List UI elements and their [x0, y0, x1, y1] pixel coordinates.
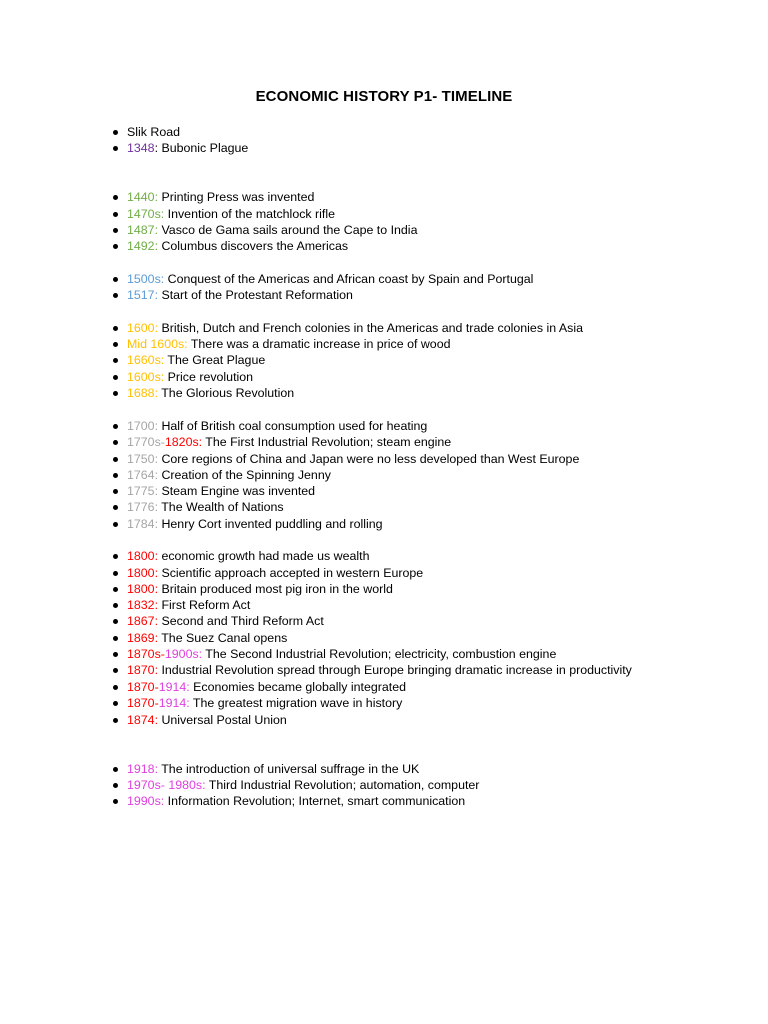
timeline-item [127, 385, 294, 401]
timeline-item [127, 646, 556, 662]
timeline-item [127, 712, 287, 728]
timeline-date: 1900s: [164, 647, 203, 661]
bullet-icon [113, 636, 118, 641]
timeline-date: 1700: [127, 419, 159, 433]
bullet-icon [113, 505, 118, 510]
page-title: ECONOMIC HISTORY P1- TIMELINE [255, 88, 513, 105]
bullet-icon [113, 652, 118, 657]
bullet-icon [113, 701, 118, 706]
timeline-date: 1800: [127, 566, 159, 580]
timeline-event-text: Conquest of the Americas and African coast by Spain and Portugal [164, 272, 534, 286]
timeline-event-text: The Great Plague [164, 353, 266, 367]
timeline-date: 1660s: [127, 353, 165, 367]
timeline-date: 1914: [158, 680, 190, 694]
timeline-date: 1918: [127, 762, 159, 776]
timeline-item [127, 548, 369, 564]
timeline-event-text: Steam Engine was invented [158, 484, 316, 498]
timeline-date: 1784: [127, 517, 159, 531]
timeline-date: 1874: [127, 713, 159, 727]
timeline-event-text: Britain produced most pig iron in the world [158, 582, 393, 596]
timeline-item [127, 777, 479, 793]
timeline-item [127, 695, 402, 711]
bullet-icon [113, 212, 118, 217]
timeline-item [127, 597, 250, 613]
timeline-item [127, 451, 579, 467]
timeline-date: 1776: [127, 500, 159, 514]
timeline-date: 1914: [158, 696, 190, 710]
timeline-event-text: Henry Cort invented puddling and rolling [158, 517, 383, 531]
timeline-event-text: The greatest migration wave in history [189, 696, 403, 710]
timeline-date: 1688: [127, 386, 159, 400]
timeline-event-text: Half of British coal consumption used for heating [158, 419, 428, 433]
timeline-item [127, 499, 284, 515]
timeline-item [127, 320, 583, 336]
timeline-date: 1440: [127, 190, 159, 204]
timeline-event-text: There was a dramatic increase in price of wood [187, 337, 451, 351]
bullet-icon [113, 440, 118, 445]
bullet-icon [113, 783, 118, 788]
timeline-item [127, 793, 465, 809]
timeline-event-text: The Suez Canal opens [158, 631, 288, 645]
timeline-item [127, 206, 335, 222]
timeline-item [127, 124, 180, 140]
bullet-icon [113, 391, 118, 396]
timeline-item [127, 630, 287, 646]
timeline-date: 1970s- 1980s: [127, 778, 206, 792]
timeline-date: 1869: [127, 631, 159, 645]
bullet-icon [113, 195, 118, 200]
timeline-item [127, 287, 353, 303]
bullet-icon [113, 326, 118, 331]
timeline-date: 1600s: [127, 370, 165, 384]
bullet-icon [113, 244, 118, 249]
timeline-item [127, 483, 315, 499]
timeline-date: 1348 [127, 141, 155, 155]
timeline-date: 1870- [127, 696, 159, 710]
timeline-event-text: Core regions of China and Japan were no less developed than West Europe [158, 452, 580, 466]
timeline-item [127, 434, 451, 450]
timeline-event-text: Industrial Revolution spread through Europe bringing dramatic increase in productivity [158, 663, 632, 677]
timeline-date: 1492: [127, 239, 159, 253]
bullet-icon [113, 457, 118, 462]
timeline-event-text: The Second Industrial Revolution; electricity, combustion engine [202, 647, 557, 661]
bullet-icon [113, 146, 118, 151]
bullet-icon [113, 293, 118, 298]
timeline-event-text: British, Dutch and French colonies in the Americas and trade colonies in Asia [158, 321, 583, 335]
timeline-date: 1870s- [127, 647, 165, 661]
timeline-event-text: Scientific approach accepted in western Europe [158, 566, 424, 580]
timeline-date: 1775: [127, 484, 159, 498]
bullet-icon [113, 473, 118, 478]
bullet-icon [113, 685, 118, 690]
bullet-icon [113, 130, 118, 135]
bullet-icon [113, 277, 118, 282]
timeline-item [127, 238, 348, 254]
timeline-item [127, 761, 419, 777]
timeline-date: 1770s- [127, 435, 165, 449]
timeline-date: 1487: [127, 223, 159, 237]
timeline-item [127, 467, 331, 483]
timeline-date: Mid 1600s: [127, 337, 188, 351]
bullet-icon [113, 587, 118, 592]
timeline-event-text: Slik Road [127, 125, 181, 139]
timeline-event-text: Price revolution [164, 370, 254, 384]
timeline-date: 1500s: [127, 272, 165, 286]
timeline-event-text: economic growth had made us wealth [158, 549, 370, 563]
bullet-icon [113, 799, 118, 804]
bullet-icon [113, 228, 118, 233]
timeline-date: 1832: [127, 598, 159, 612]
timeline-date: 1800: [127, 582, 159, 596]
timeline-item [127, 140, 248, 156]
bullet-icon [113, 424, 118, 429]
bullet-icon [113, 718, 118, 723]
timeline-date: 1820s: [164, 435, 203, 449]
timeline-date: 1470s: [127, 207, 165, 221]
timeline-item [127, 679, 406, 695]
bullet-icon [113, 489, 118, 494]
bullet-icon [113, 767, 118, 772]
timeline-date: 1867: [127, 614, 159, 628]
timeline-item [127, 565, 423, 581]
timeline-event-text: The Glorious Revolution [158, 386, 295, 400]
timeline-date: 1800: [127, 549, 159, 563]
timeline-event-text: : Bubonic Plague [154, 141, 249, 155]
timeline-event-text: Economies became globally integrated [189, 680, 406, 694]
timeline-date: 1990s: [127, 794, 165, 808]
timeline-event-text: The First Industrial Revolution; steam engine [202, 435, 452, 449]
bullet-icon [113, 554, 118, 559]
timeline-event-text: Start of the Protestant Reformation [158, 288, 353, 302]
timeline-date: 1870- [127, 680, 159, 694]
timeline-event-text: Vasco de Gama sails around the Cape to India [158, 223, 418, 237]
timeline-event-text: The Wealth of Nations [158, 500, 284, 514]
timeline-date: 1750: [127, 452, 159, 466]
bullet-icon [113, 375, 118, 380]
timeline-item [127, 516, 383, 532]
bullet-icon [113, 522, 118, 527]
timeline-date: 1870: [127, 663, 159, 677]
timeline-event-text: Information Revolution; Internet, smart communication [164, 794, 466, 808]
timeline-event-text: Universal Postal Union [158, 713, 287, 727]
bullet-icon [113, 603, 118, 608]
timeline-item [127, 613, 324, 629]
timeline-event-text: Invention of the matchlock rifle [164, 207, 336, 221]
bullet-icon [113, 342, 118, 347]
timeline-item [127, 352, 265, 368]
timeline-event-text: Second and Third Reform Act [158, 614, 324, 628]
timeline-event-text: Creation of the Spinning Jenny [158, 468, 331, 482]
timeline-event-text: First Reform Act [158, 598, 251, 612]
timeline-event-text: The introduction of universal suffrage in the UK [158, 762, 420, 776]
timeline-item [127, 369, 253, 385]
timeline-item [127, 189, 314, 205]
bullet-icon [113, 619, 118, 624]
timeline-item [127, 418, 427, 434]
bullet-icon [113, 571, 118, 576]
timeline-event-text: Printing Press was invented [158, 190, 315, 204]
timeline-item [127, 662, 632, 678]
timeline-item [127, 271, 533, 287]
timeline-date: 1764: [127, 468, 159, 482]
timeline-event-text: Third Industrial Revolution; automation, computer [205, 778, 480, 792]
timeline-event-text: Columbus discovers the Americas [158, 239, 349, 253]
bullet-icon [113, 358, 118, 363]
timeline-date: 1517: [127, 288, 159, 302]
timeline-date: 1600: [127, 321, 159, 335]
bullet-icon [113, 668, 118, 673]
timeline-item [127, 336, 450, 352]
timeline-item [127, 581, 393, 597]
timeline-item [127, 222, 417, 238]
